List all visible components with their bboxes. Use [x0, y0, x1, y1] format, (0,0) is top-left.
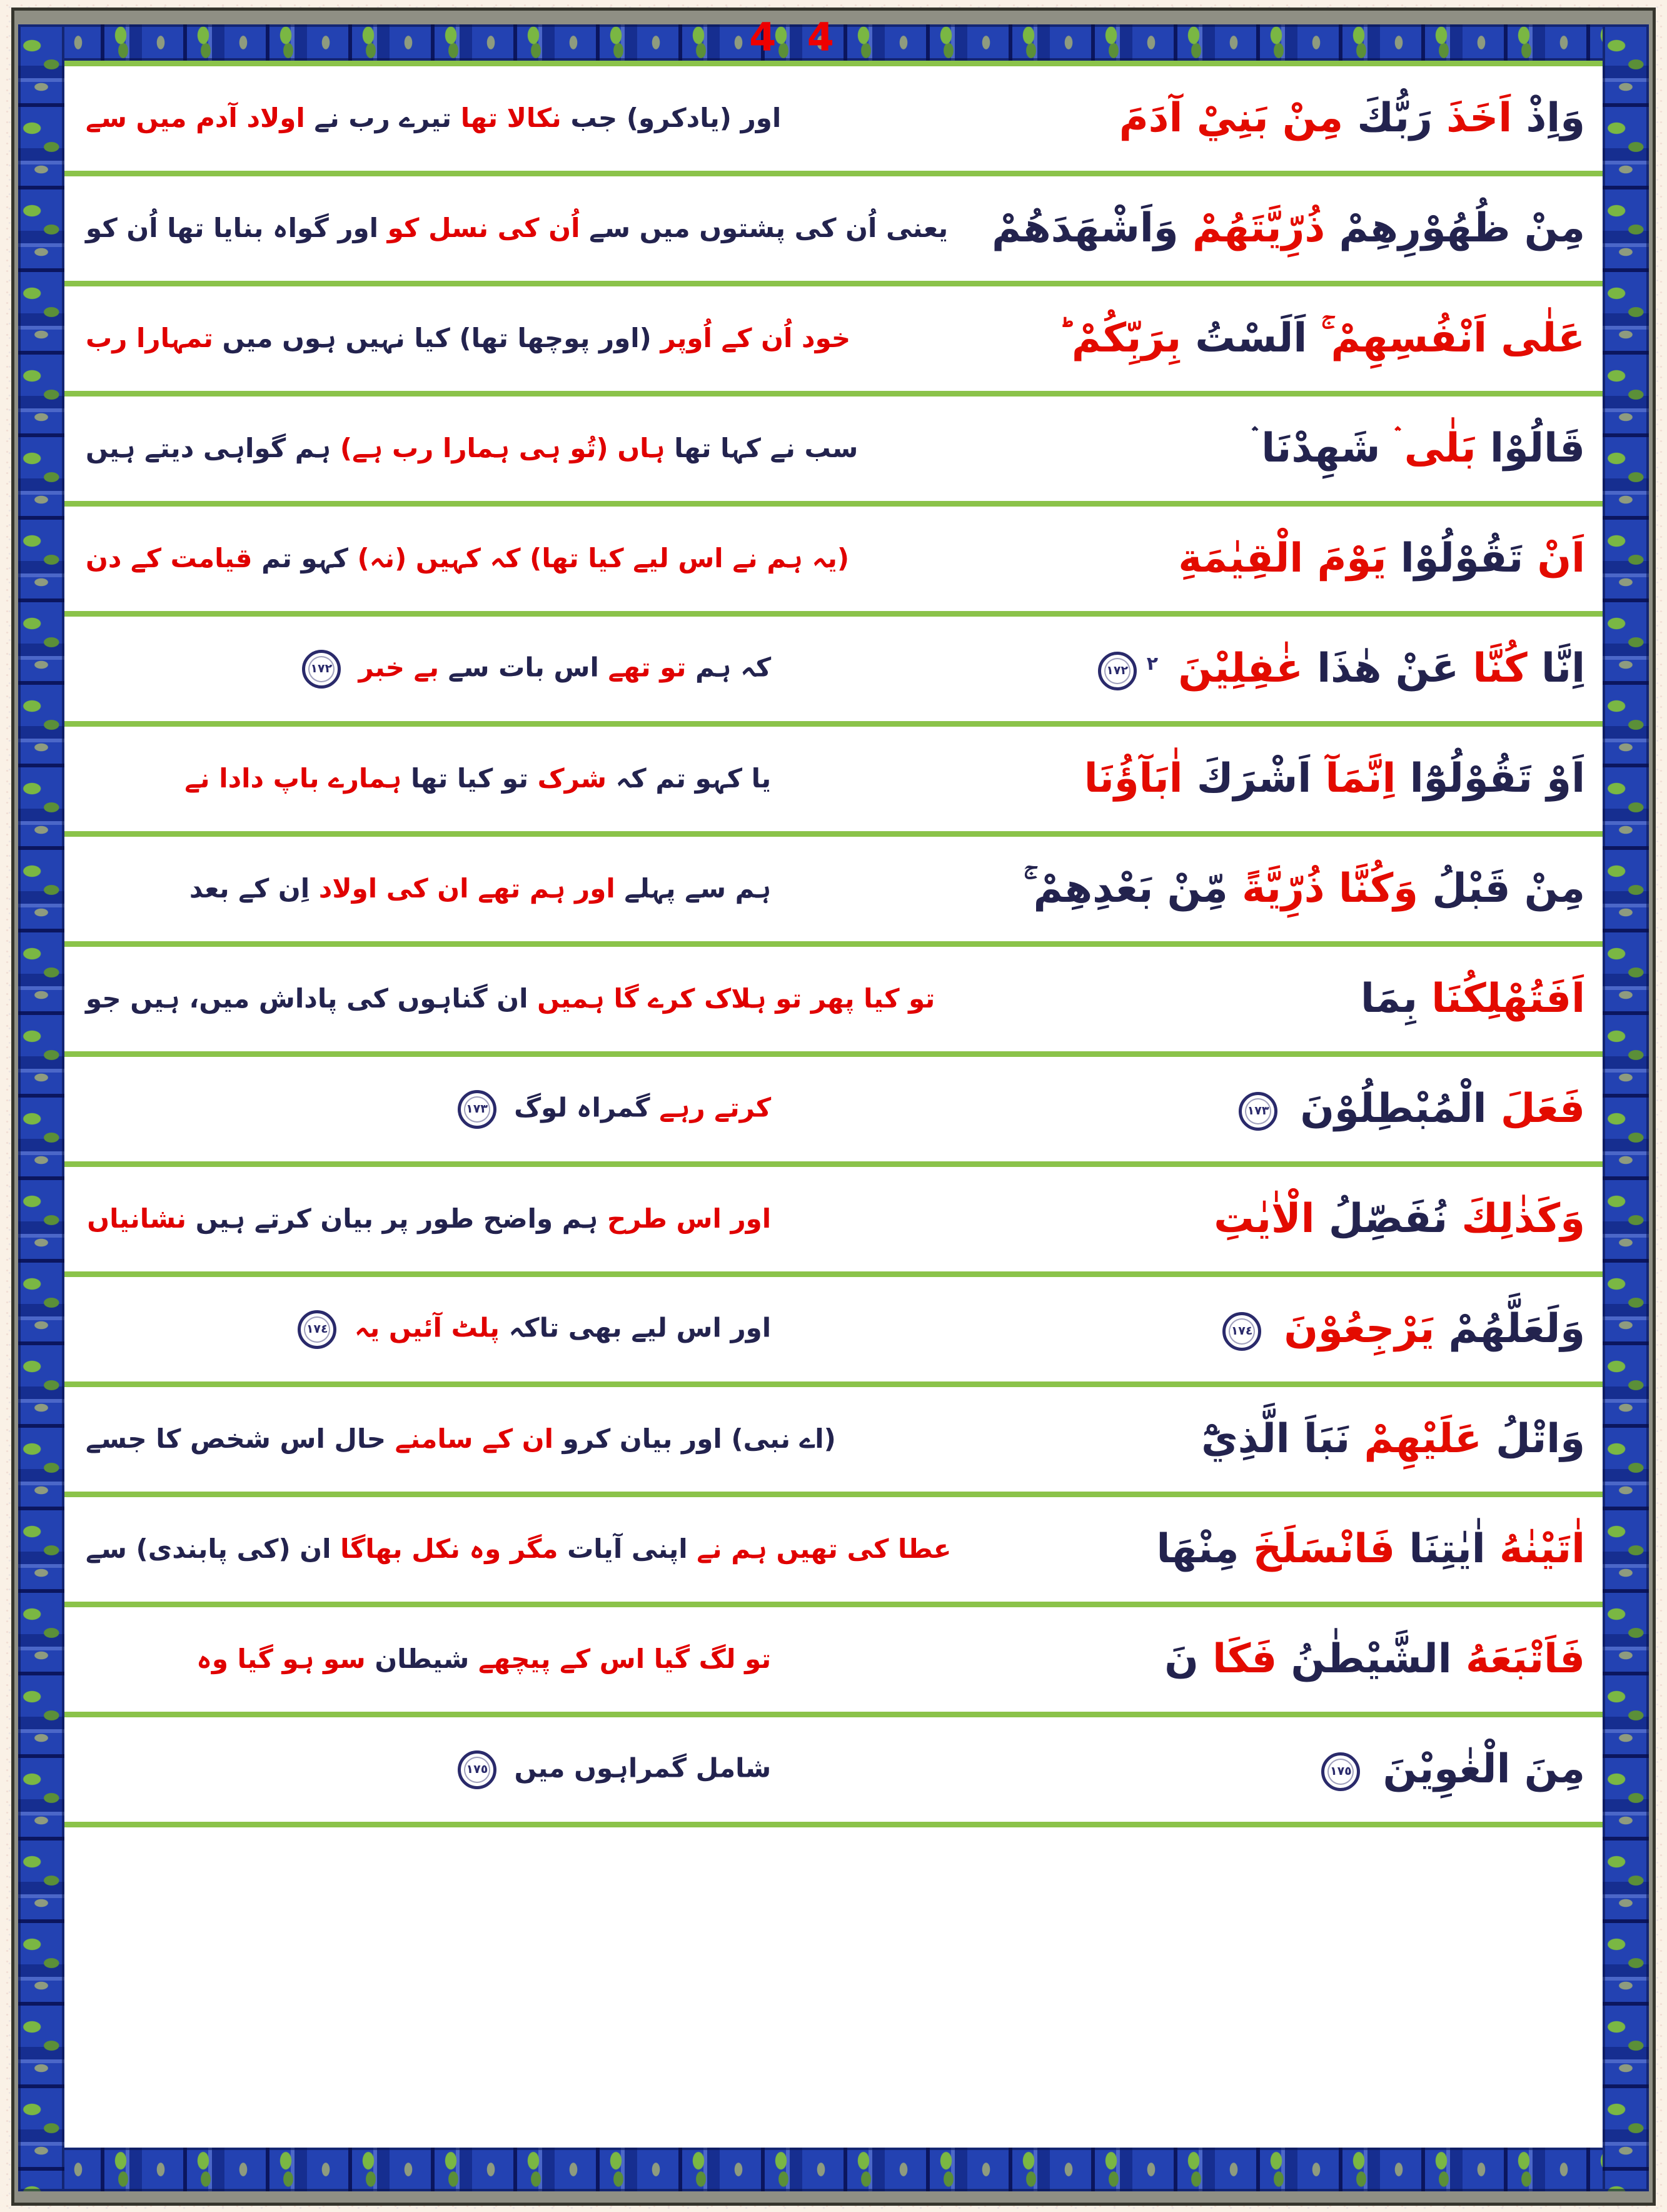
- urdu-translation: [79, 103, 781, 133]
- arabic-text-segment: اَخَذَ: [1432, 95, 1513, 142]
- verse-row: [64, 1167, 1603, 1277]
- verse-number: ١٧٣: [466, 1102, 488, 1116]
- verse-number: ١٧٣: [1247, 1104, 1269, 1118]
- arabic-text-segment: بِمَا: [1361, 976, 1418, 1023]
- arabic-text-segment: نَ: [1164, 1636, 1199, 1683]
- verse-row: [64, 727, 1603, 837]
- urdu-text-segment: یعنی اُن کی پشتوں میں سے: [580, 213, 949, 244]
- arabic-text-segment: ذُرِّيَّتَهُمْ: [1178, 205, 1326, 252]
- urdu-text-segment: شرک: [528, 763, 607, 794]
- verse-number: ١٧٤: [1231, 1324, 1253, 1338]
- urdu-translation: [79, 543, 849, 573]
- urdu-text-segment: تو کیا پھر تو ہلاک کرے گا ہمیں: [528, 983, 935, 1014]
- urdu-text-segment: ان کے سامنے: [386, 1423, 553, 1455]
- urdu-text-segment: خود اُن کے اُوپر: [651, 323, 851, 354]
- urdu-translation: [79, 1204, 771, 1234]
- arabic-text-segment: وَلَعَلَّهُمْ: [1434, 1306, 1585, 1353]
- arabic-text-segment: وَاتْلُ: [1481, 1416, 1585, 1463]
- arabic-verse: [948, 206, 1603, 250]
- arabic-text-segment: فَاَتْبَعَهُ: [1451, 1636, 1585, 1683]
- urdu-translation: [79, 1090, 771, 1129]
- arabic-text-segment: تَقُوْلُوْا: [1386, 535, 1524, 582]
- urdu-text-segment: اس بات سے: [439, 652, 599, 682]
- verse-number: ١٧٥: [466, 1762, 488, 1776]
- urdu-text-segment: گمراہ لوگ: [505, 1092, 650, 1123]
- border-left-band: [18, 24, 64, 2191]
- arabic-text-segment: عَنْ هٰذَا: [1302, 645, 1459, 692]
- urdu-text-segment: شامل گمراہوں میں: [505, 1752, 772, 1783]
- verse-rows: [64, 61, 1603, 1827]
- arabic-text-segment: اِنَّا: [1527, 645, 1585, 692]
- urdu-text-segment: ہم سے پہلے: [615, 873, 772, 904]
- arabic-text-segment: وَاِذْ: [1512, 95, 1585, 142]
- urdu-text-segment: سو ہو گیا وہ: [196, 1644, 366, 1675]
- arabic-text-segment: مِنْهَا: [1156, 1526, 1239, 1573]
- arabic-verse: [781, 96, 1603, 140]
- urdu-translation: [79, 764, 771, 794]
- verse-row: [64, 1497, 1603, 1607]
- arabic-text-segment: اَلَسْتُ: [1181, 315, 1307, 362]
- arabic-text-segment: فَعَلَ: [1486, 1086, 1585, 1133]
- urdu-text-segment: کہ ہم: [686, 652, 772, 682]
- arabic-verse: [850, 316, 1603, 360]
- arabic-verse: [771, 757, 1603, 800]
- ruku-mark: ٢: [1146, 652, 1158, 675]
- arabic-text-segment: رَبُّكَ: [1343, 95, 1433, 142]
- urdu-text-segment: نشانیاں: [87, 1203, 187, 1235]
- verse-number: ١٧٢: [1106, 664, 1129, 678]
- border-right-band: [1603, 24, 1649, 2191]
- verse-end-medallion: [302, 650, 341, 689]
- verse-end-medallion: [298, 1310, 336, 1349]
- arabic-verse: [771, 1637, 1603, 1681]
- arabic-text-segment: عَلٰى اَنْفُسِهِمْ ۚ: [1307, 315, 1585, 362]
- arabic-verse: [771, 647, 1603, 690]
- content-area: [64, 61, 1603, 2148]
- urdu-text-segment: نکالا تھا: [451, 103, 562, 134]
- urdu-text-segment: کرتے رہے: [650, 1092, 772, 1123]
- urdu-text-segment: عطا کی تھیں ہم نے: [687, 1533, 952, 1565]
- urdu-text-segment: تو کیا تھا: [401, 763, 528, 794]
- urdu-text-segment: شیطان: [365, 1644, 470, 1675]
- urdu-text-segment: تو لگ گیا اس کے پیچھے: [469, 1644, 772, 1675]
- arabic-verse: [951, 1527, 1603, 1571]
- arabic-text-segment: غٰفِلِيْنَ: [1164, 645, 1303, 692]
- urdu-text-segment: اور ہم تھے ان کی اولاد: [310, 873, 615, 904]
- page-number: 4 4: [749, 14, 843, 60]
- urdu-text-segment: پلٹ آئیں یہ: [345, 1312, 500, 1343]
- urdu-translation: [79, 323, 850, 353]
- urdu-text-segment: اور (یادکرو) جب: [561, 103, 782, 134]
- verse-number: ١٧٤: [306, 1322, 328, 1336]
- urdu-text-segment: ان (کی پابندی) سے: [86, 1533, 331, 1565]
- arabic-text-segment: اَشْرَكَ: [1182, 755, 1312, 802]
- arabic-text-segment: الشَّيْطٰنُ: [1277, 1636, 1452, 1683]
- arabic-text-segment: مِنْ بَنِيْ آدَمَ: [1119, 95, 1344, 142]
- arabic-text-segment: اِنَّمَآ: [1311, 755, 1396, 802]
- arabic-text-segment: شَهِدْنَا ۛ: [1251, 425, 1381, 472]
- arabic-text-segment: فَانْسَلَخَ: [1239, 1526, 1396, 1573]
- urdu-text-segment: ہاں (تُو ہی ہمارا رب ہے): [331, 433, 665, 464]
- arabic-text-segment: وَكُنَّا ذُرِّيَّةً: [1227, 866, 1419, 912]
- urdu-text-segment: کہو تم: [252, 543, 348, 574]
- arabic-text-segment: مِّنْ بَعْدِهِمْ ۚ: [1023, 866, 1228, 912]
- urdu-text-segment: سب نے کہا تھا: [665, 433, 859, 464]
- verse-row: [64, 1607, 1603, 1717]
- verse-end-medallion: [1098, 652, 1137, 690]
- decorative-border-frame: [11, 8, 1656, 2206]
- verse-row: [64, 507, 1603, 617]
- verse-end-medallion: [458, 1090, 496, 1129]
- verse-row: [64, 176, 1603, 286]
- arabic-text-segment: اٰيٰتِنَا: [1395, 1526, 1486, 1573]
- arabic-text-segment: وَكَذٰلِكَ: [1448, 1196, 1585, 1243]
- arabic-text-segment: بِرَبِّكُمْ ؕ: [1057, 315, 1182, 362]
- urdu-text-segment: ان گناہوں کی پاداش میں، ہیں جو: [86, 983, 528, 1014]
- arabic-text-segment: اٰبَآؤُنَا: [1084, 755, 1183, 802]
- arabic-text-segment: قَالُوْا: [1476, 425, 1585, 472]
- arabic-verse: [771, 1197, 1603, 1241]
- verse-number: ١٧٢: [310, 662, 333, 675]
- arabic-text-segment: اٰتَيْنٰهُ: [1485, 1526, 1585, 1573]
- urdu-text-segment: بے خبر: [349, 652, 440, 682]
- arabic-text-segment: مِنْ ظُهُوْرِهِمْ: [1325, 205, 1585, 252]
- urdu-text-segment: قیامت کے دن: [86, 543, 253, 574]
- urdu-translation: [79, 1644, 771, 1674]
- arabic-text-segment: فَكَا: [1198, 1636, 1277, 1683]
- verse-row: [64, 837, 1603, 947]
- urdu-text-segment: اپنی آیات: [558, 1533, 688, 1565]
- urdu-translation: [79, 1424, 836, 1454]
- urdu-text-segment: اُن کی نسل کو: [378, 213, 580, 244]
- arabic-text-segment: نَبَاَ الَّذِيْٓ: [1201, 1416, 1351, 1463]
- urdu-translation: [79, 1534, 951, 1564]
- urdu-text-segment: تمہارا رب: [86, 323, 213, 354]
- urdu-text-segment: تو تھے: [598, 652, 687, 682]
- verse-row: [64, 617, 1603, 727]
- urdu-text-segment: تیرے رب نے: [305, 103, 452, 134]
- urdu-translation: [79, 1750, 771, 1789]
- arabic-text-segment: بَلٰى ۛ: [1380, 425, 1476, 472]
- urdu-translation: [79, 984, 935, 1014]
- verse-end-medallion: [458, 1750, 496, 1789]
- arabic-verse: [771, 1307, 1603, 1351]
- arabic-text-segment: كُنَّا: [1459, 645, 1528, 692]
- arabic-verse: [771, 1747, 1603, 1791]
- arabic-text-segment: مِنْ قَبْلُ: [1418, 866, 1585, 912]
- verse-end-medallion: [1239, 1092, 1277, 1131]
- arabic-text-segment: اَوْ تَقُوْلُوْٓا: [1396, 755, 1585, 802]
- urdu-translation: [79, 1310, 771, 1349]
- arabic-text-segment: عَلَيْهِمْ: [1350, 1416, 1482, 1463]
- verse-number: ١٧٥: [1329, 1764, 1352, 1779]
- urdu-text-segment: اور اس طرح: [598, 1203, 772, 1235]
- urdu-text-segment: اولاد آدم میں سے: [86, 103, 305, 134]
- arabic-verse: [771, 1087, 1603, 1131]
- arabic-text-segment: وَاَشْهَدَهُمْ: [992, 205, 1179, 252]
- border-bottom-band: [18, 2148, 1649, 2191]
- arabic-text-segment: الْمُبْطِلُوْنَ: [1286, 1086, 1487, 1133]
- urdu-translation: [79, 874, 771, 904]
- urdu-text-segment: (اور پوچھا تھا) کیا نہیں ہوں میں: [213, 323, 652, 354]
- urdu-translation: [79, 650, 771, 689]
- arabic-text-segment: يَرْجِعُوْنَ: [1270, 1306, 1435, 1353]
- verse-end-medallion: [1222, 1312, 1261, 1351]
- urdu-text-segment: مگر وہ نکل بھاگا: [331, 1533, 558, 1565]
- urdu-text-segment: ہمارے باپ دادا نے: [184, 763, 402, 794]
- verse-row: [64, 66, 1603, 176]
- verse-row: [64, 1277, 1603, 1387]
- urdu-text-segment: (اے نبی) اور بیان کرو: [553, 1423, 836, 1455]
- arabic-text-segment: نُفَصِّلُ: [1314, 1196, 1448, 1243]
- urdu-text-segment: اور اس لیے بھی تاکہ: [499, 1312, 772, 1343]
- arabic-verse: [836, 1417, 1603, 1461]
- arabic-text-segment: الْاٰيٰتِ: [1214, 1196, 1315, 1243]
- arabic-verse: [935, 977, 1603, 1021]
- verse-end-medallion: [1321, 1752, 1360, 1791]
- verse-row: [64, 1717, 1603, 1827]
- urdu-text-segment: حال اس شخص کا جسے: [86, 1423, 386, 1455]
- arabic-text-segment: مِنَ الْغٰوِيْنَ: [1369, 1746, 1585, 1793]
- urdu-translation: [79, 213, 948, 243]
- arabic-verse: [849, 537, 1603, 580]
- arabic-text-segment: اَفَتُهْلِكُنَا: [1418, 976, 1585, 1023]
- arabic-text-segment: يَوْمَ الْقِيٰمَةِ: [1178, 535, 1387, 582]
- urdu-text-segment: ہم واضح طور پر بیان کرتے ہیں: [186, 1203, 598, 1235]
- verse-row: [64, 1057, 1603, 1167]
- urdu-text-segment: یا کہو تم کہ: [607, 763, 772, 794]
- urdu-text-segment: ہم گواہی دیتے ہیں: [86, 433, 331, 464]
- urdu-text-segment: (یہ ہم نے اس لیے کیا تھا) کہ کہیں (نہ): [348, 543, 850, 574]
- arabic-verse: [858, 427, 1603, 470]
- verse-row: [64, 396, 1603, 507]
- urdu-text-segment: اور گواہ بنایا تھا اُن کو: [86, 213, 379, 244]
- verse-row: [64, 947, 1603, 1057]
- verse-row: [64, 286, 1603, 396]
- urdu-text-segment: اِن کے بعد: [189, 873, 310, 904]
- verse-row: [64, 1387, 1603, 1497]
- arabic-text-segment: اَنْ: [1523, 535, 1585, 582]
- arabic-verse: [771, 867, 1603, 911]
- urdu-translation: [79, 433, 858, 463]
